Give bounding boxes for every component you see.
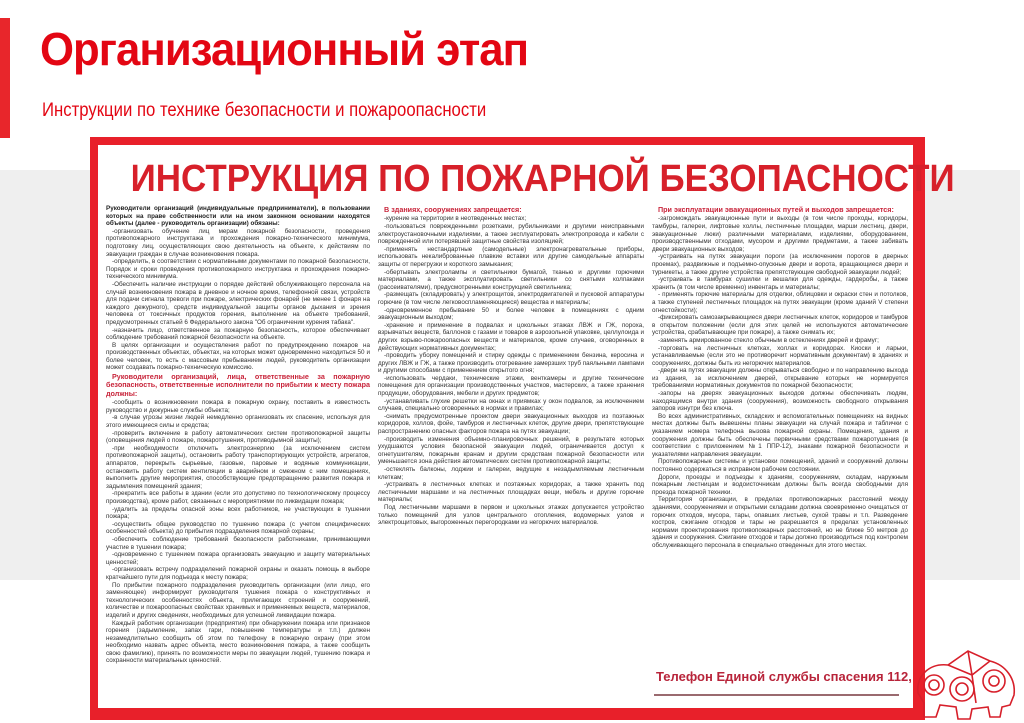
- poster-paragraph: -использовать чердаки, технические этажи, венткамеры и другие технические помещения для организации производственных участков, мастерских, а также хранения продукции, оборудования, мебели и других предметов;: [378, 374, 644, 398]
- col2-heading: В зданиях, сооружениях запрещается:: [384, 205, 522, 214]
- accent-bar: [0, 18, 10, 138]
- col1-red-heading: Руководители организаций, лица, ответственные за пожарную безопасность, ответственные исполнители по прибытии к месту пожара должны:: [106, 372, 370, 398]
- poster-paragraph: -прекратить все работы в здании (если это допустимо по технологическому процессу производства), кроме работ, связанных с мероприятиями по ликвидации пожара;: [106, 490, 370, 505]
- poster-paragraph: -хранение и применение в подвалах и цокольных этажах ЛВЖ и ГЖ, пороха, взрывчатых веществ, баллонов с газами и товаров в аэрозольной упаковке, целлулоида и других взрыво-пожароопасных веществ и материалов, кроме случаев, оговоренных в действующих нормативных документах;: [378, 321, 644, 352]
- poster-column-3: [652, 205, 908, 656]
- poster-body: [98, 145, 955, 708]
- poster-paragraph: -остеклять балконы, лоджии и галереи, ведущие к незадымляемым лестничным клеткам;: [378, 466, 644, 481]
- poster-paragraph: -проверить включение в работу автоматических систем противопожарной защиты (оповещения людей о пожаре, пожаротушения, противодымной защиты);: [106, 429, 370, 445]
- poster-paragraph: -пользоваться поврежденными розетками, рубильниками и другими неисправными электроустановочными изделиями, а также эксплуатировать электропровода и кабели с поврежденной или потерявшей защитные свойства изоляцией;: [378, 223, 644, 246]
- poster-title: ИНСТРУКЦИЯ ПО ПОЖАРНОЙ БЕЗОПАСНОСТИ: [130, 158, 955, 200]
- poster-paragraph: -при необходимости отключить электроэнергию (за исключением систем противопожарной защиты), остановить работу транспортирующих устройств, агрегатов, аппаратов, перекрыть сырьевые, газовые, паровые и водяные коммуникации, остановить работу систем вентиляции в аварийном и смежном с ним помещениях, выполнить другие мероприятия, способствующие предотвращению развития пожара и задымления помещений здания;: [106, 444, 370, 490]
- poster-paragraph: -фиксировать самозакрывающиеся двери лестничных клеток, коридоров и тамбуров в открытом положении (если для этих целей не используются автоматические устройства, срабатывающие при пожаре), а также снимать их;: [652, 314, 908, 337]
- poster-paragraph: -обеспечить соблюдение требований безопасности работниками, принимающими участие в тушении пожара;: [106, 535, 370, 551]
- poster-paragraph: -заменять армированное стекло обычным в остеклениях дверей и фрамуг;: [658, 336, 879, 344]
- poster-paragraph: -одновременное пребывание 50 и более человек в помещениях с одним эвакуационным выходом;: [378, 306, 644, 322]
- slide-subtitle: Инструкции по технике безопасности и пожароопасности: [42, 100, 487, 121]
- poster-paragraph: -назначить лицо, ответственное за пожарную безопасность, которое обеспечивает соблюдение требований пожарной безопасности на объекте.: [106, 326, 370, 342]
- phone-underline: [654, 694, 899, 696]
- poster-paragraph: -курение на территории в неотведенных местах;: [384, 215, 527, 223]
- poster-paragraph: -устраивать в лестничных клетках и поэтажных коридорах, а также хранить под лестничными маршами и на лестничных площадках вещи, мебель и другие горючие материалы;: [378, 481, 644, 504]
- poster-paragraph: -одновременно с тушением пожара организовать эвакуацию и защиту материальных ценностей;: [106, 551, 370, 566]
- poster-paragraph: -двери на путях эвакуации должны открываться свободно и по направлению выхода из здания, за исключением дверей, открывание которых не нормируется требованиями нормативных документов по пожарной безопасности;: [652, 367, 908, 390]
- poster-paragraph: -запоры на дверях эвакуационных выходов должны обеспечивать людям, находящимся внутри здания (сооружения), возможность свободного открывания запоров изнутри без ключа.: [652, 390, 908, 413]
- col3-heading: При эксплуатации эвакуационных путей и выходов запрещается:: [658, 205, 894, 214]
- poster-paragraph: -осуществить общее руководство по тушению пожара (с учетом специфических особенностей объекта) до прибытия подразделения пожарной охраны;: [106, 520, 370, 536]
- fire-safety-poster: [90, 137, 955, 720]
- poster-paragraph: -устраивать на путях эвакуации пороги (за исключением порогов в дверных проемах), раздвижные и подъемно-опускные двери и ворота, вращающиеся двери и турникеты, а также другие устройства препятствующие свободной эвакуации людей;: [652, 253, 908, 276]
- col1-list: [106, 228, 370, 372]
- bear-logo-icon: [910, 645, 1022, 721]
- poster-paragraph: Противопожарные системы и установки помещений, зданий и сооружений должны постоянно содержаться в исправном рабочем состоянии.: [652, 458, 908, 473]
- poster-paragraph: Территория организации, в пределах противопожарных расстояний между зданиями, сооружениями и открытыми складами должна своевременно очищаться от горючих отходов, мусора, тары, опавших листьев, сухой травы и т.п. Разведение костров, сжигание отходов и тары не разрешается в пределах установленных нормами проектирования противопожарных расстояний, но не ближе 50 метров до здания и сооружения. Сжигание отходов и тары должно производиться под контролем обслуживающего персонала в специально отведенных для этого местах.: [652, 496, 908, 549]
- poster-paragraph: -удалить за пределы опасной зоны всех работников, не участвующих в тушении пожара;: [106, 505, 370, 521]
- col3-list: [652, 215, 908, 549]
- poster-paragraph: По прибытии пожарного подразделения руководитель организации (или лицо, его заменяющее) информирует руководителя тушения пожара о конструктивных и технологических особенностях объекта, прилегающих строений и сооружений, количестве и пожароопасных свойствах хранимых и применяемых веществ, материалов, изделий и других сведениях, необходимых для успешной ликвидации пожара.: [106, 581, 370, 619]
- col1b-list: [106, 399, 370, 665]
- poster-paragraph: -Обеспечить наличие инструкции о порядке действий обслуживающего персонала на случай возникновения пожара в дневное и ночное время, телефонной связи, устройств для подачи сигнала тревоги при пожаре, электрических фонарей (не менее 1 фонаря на каждого дежурного), средств индивидуальной защиты органов дыхания и зрения человека от токсичных продуктов горения, выполнение на объекте требований, предусмотренных статьей 6 Федерального закона "Об ограничении курения табака".: [106, 280, 370, 326]
- poster-paragraph: - применять горючие материалы для отделки, облицовки и окраски стен и потолков, а также ступеней лестничных площадок на путях эвакуации (кроме зданий V степени огнестойкости);: [652, 291, 908, 314]
- poster-paragraph: -определить, в соответствии с нормативными документами по пожарной безопасности, Порядок и сроки проведения противопожарного инструктажа и прохождения пожарно-технического минимума.: [106, 258, 370, 281]
- emergency-phone: Телефон Единой службы спасения 112,: [656, 669, 912, 684]
- poster-paragraph: -организовать встречу подразделений пожарной охраны и оказать помощь в выборе кратчайшего пути для подъезда к месту пожара;: [106, 566, 370, 581]
- poster-paragraph: -загромождать эвакуационные пути и выходы (в том числе проходы, коридоры, тамбуры, галереи, лифтовые холлы, лестничные площадки, марши лестниц, двери, эвакуационные люки) различными материалами, изделиями, оборудованием, производственными отходами, мусором и другими предметами, а также забивать двери эвакуационных выходов;: [652, 215, 908, 253]
- poster-paragraph: В целях организации и осуществления работ по предупреждению пожаров на производственных объектах, объектах, на которых может одновременно находиться 50 и более человек, то есть с массовым пребыванием людей, руководитель организации может создавать пожарно-техническую комиссию.: [106, 341, 370, 372]
- poster-paragraph: -организовать обучение лиц мерам пожарной безопасности, проведения противопожарного инструктажа и прохождения пожарно-технического минимума, подготовку лиц, осуществляющих свою деятельность на объекте, к действиям по эвакуации граждан в случае возникновения пожара.: [106, 227, 370, 258]
- poster-paragraph: -применять нестандартные (самодельные) электронагревательные приборы, использовать некалиброванные плавкие вставки или другие самодельные аппараты защиты от перегрузки и короткого замыкания;: [378, 245, 644, 268]
- poster-paragraph: Под лестничными маршами в первом и цокольных этажах допускается устройство только помещений для узлов центрального отопления, водомерных узлов и электрощитовых, выгороженных перегородками из негорючих материалов.: [378, 503, 644, 527]
- poster-paragraph: -производить изменения объемно-планировочных решений, в результате которых ухудшаются условия безопасной эвакуации людей, ограничивается доступ к огнетушителям, пожарным кранам и другим средствам пожарной безопасности или уменьшается зона действия автоматических систем противопожарной защиты;: [378, 435, 644, 466]
- poster-paragraph: -сообщить о возникновении пожара в пожарную охрану, поставить в известность руководство и дежурные службы объекта;: [106, 399, 370, 414]
- poster-paragraph: Каждый работник организации (предприятия) при обнаружении пожара или признаков горения (задымление, запах гари, повышение температуры и т.п.) должен незамедлительно сообщить об этом по телефону в пожарную охрану (при этом необходимо назвать адрес объекта, место возникновения пожара, а также сообщить свою фамилию), принять по возможности меры по эвакуации людей, тушению пожара и сохранности материальных ценностей.: [106, 619, 370, 665]
- col1-lead: Руководители организаций (индивидуальные предприниматели), в пользовании которых на праве собственности или на ином законном основании находятся объекты (далее - руководитель организации) обязаны:: [106, 205, 370, 228]
- poster-column-2: [378, 205, 644, 704]
- poster-paragraph: -торговать на лестничных клетках, холлах и коридорах. Киоски и ларьки, устанавливаемые (если это не противоречит нормативным документам) в зданиях и сооружениях, должны быть из негорючих материалов.: [652, 344, 908, 367]
- poster-paragraph: -проводить уборку помещений и стирку одежды с применением бензина, керосина и других ЛВЖ и ГЖ, а также производить отогревание замерзших труб паяльными лампами и другими способами с применением открытого огня;: [378, 352, 644, 375]
- poster-paragraph: -обертывать электролампы и светильники бумагой, тканью и другими горючими материалами, а также эксплуатировать светильники со снятыми колпаками (рассеивателями), предусмотренными конструкцией светильника;: [378, 268, 644, 291]
- poster-paragraph: -устраивать в тамбурах сушилки и вешалки для одежды, гардеробы, а также хранить (в том числе временно) инвентарь и материалы;: [652, 276, 908, 291]
- poster-paragraph: -снимать предусмотренные проектом двери эвакуационных выходов из поэтажных коридоров, холлов, фойе, тамбуров и лестничных клеток, другие двери, препятствующие распространению опасных факторов пожара на путях эвакуации;: [378, 412, 644, 436]
- slide-title: Организационный этап: [40, 23, 529, 75]
- poster-paragraph: -размещать (складировать) у электрощитов, электродвигателей и пусковой аппаратуры горючие (в том числе легковоспламеняющиеся) вещества и материалы;: [378, 291, 644, 306]
- poster-column-1: [106, 205, 370, 704]
- poster-paragraph: Дороги, проезды и подъезды к зданиям, сооружениям, складам, наружным пожарным лестницам и водоисточникам должны быть всегда свободными для проезда пожарной техники.: [652, 473, 908, 496]
- poster-paragraph: -устанавливать глухие решетки на окнах и приямках у окон подвалов, за исключением случаев, специально оговоренных в нормах и правилах;: [378, 397, 644, 413]
- col2-list: [378, 215, 644, 526]
- poster-paragraph: Во всех административных, складских и вспомогательных помещениях на видных местах должны быть вывешены планы эвакуации на случай пожара и таблички с указанием номера телефона вызова пожарной охраны. Помещения, здания и сооружения должны быть обеспечены первичными средствами пожаротушения (в соответствии с приложением №1 ППР-12), знаками пожарной безопасности и указателями направления эвакуации.: [652, 412, 908, 458]
- poster-paragraph: -в случае угрозы жизни людей немедленно организовать их спасение, используя для этого имеющиеся силы и средства;: [106, 414, 370, 430]
